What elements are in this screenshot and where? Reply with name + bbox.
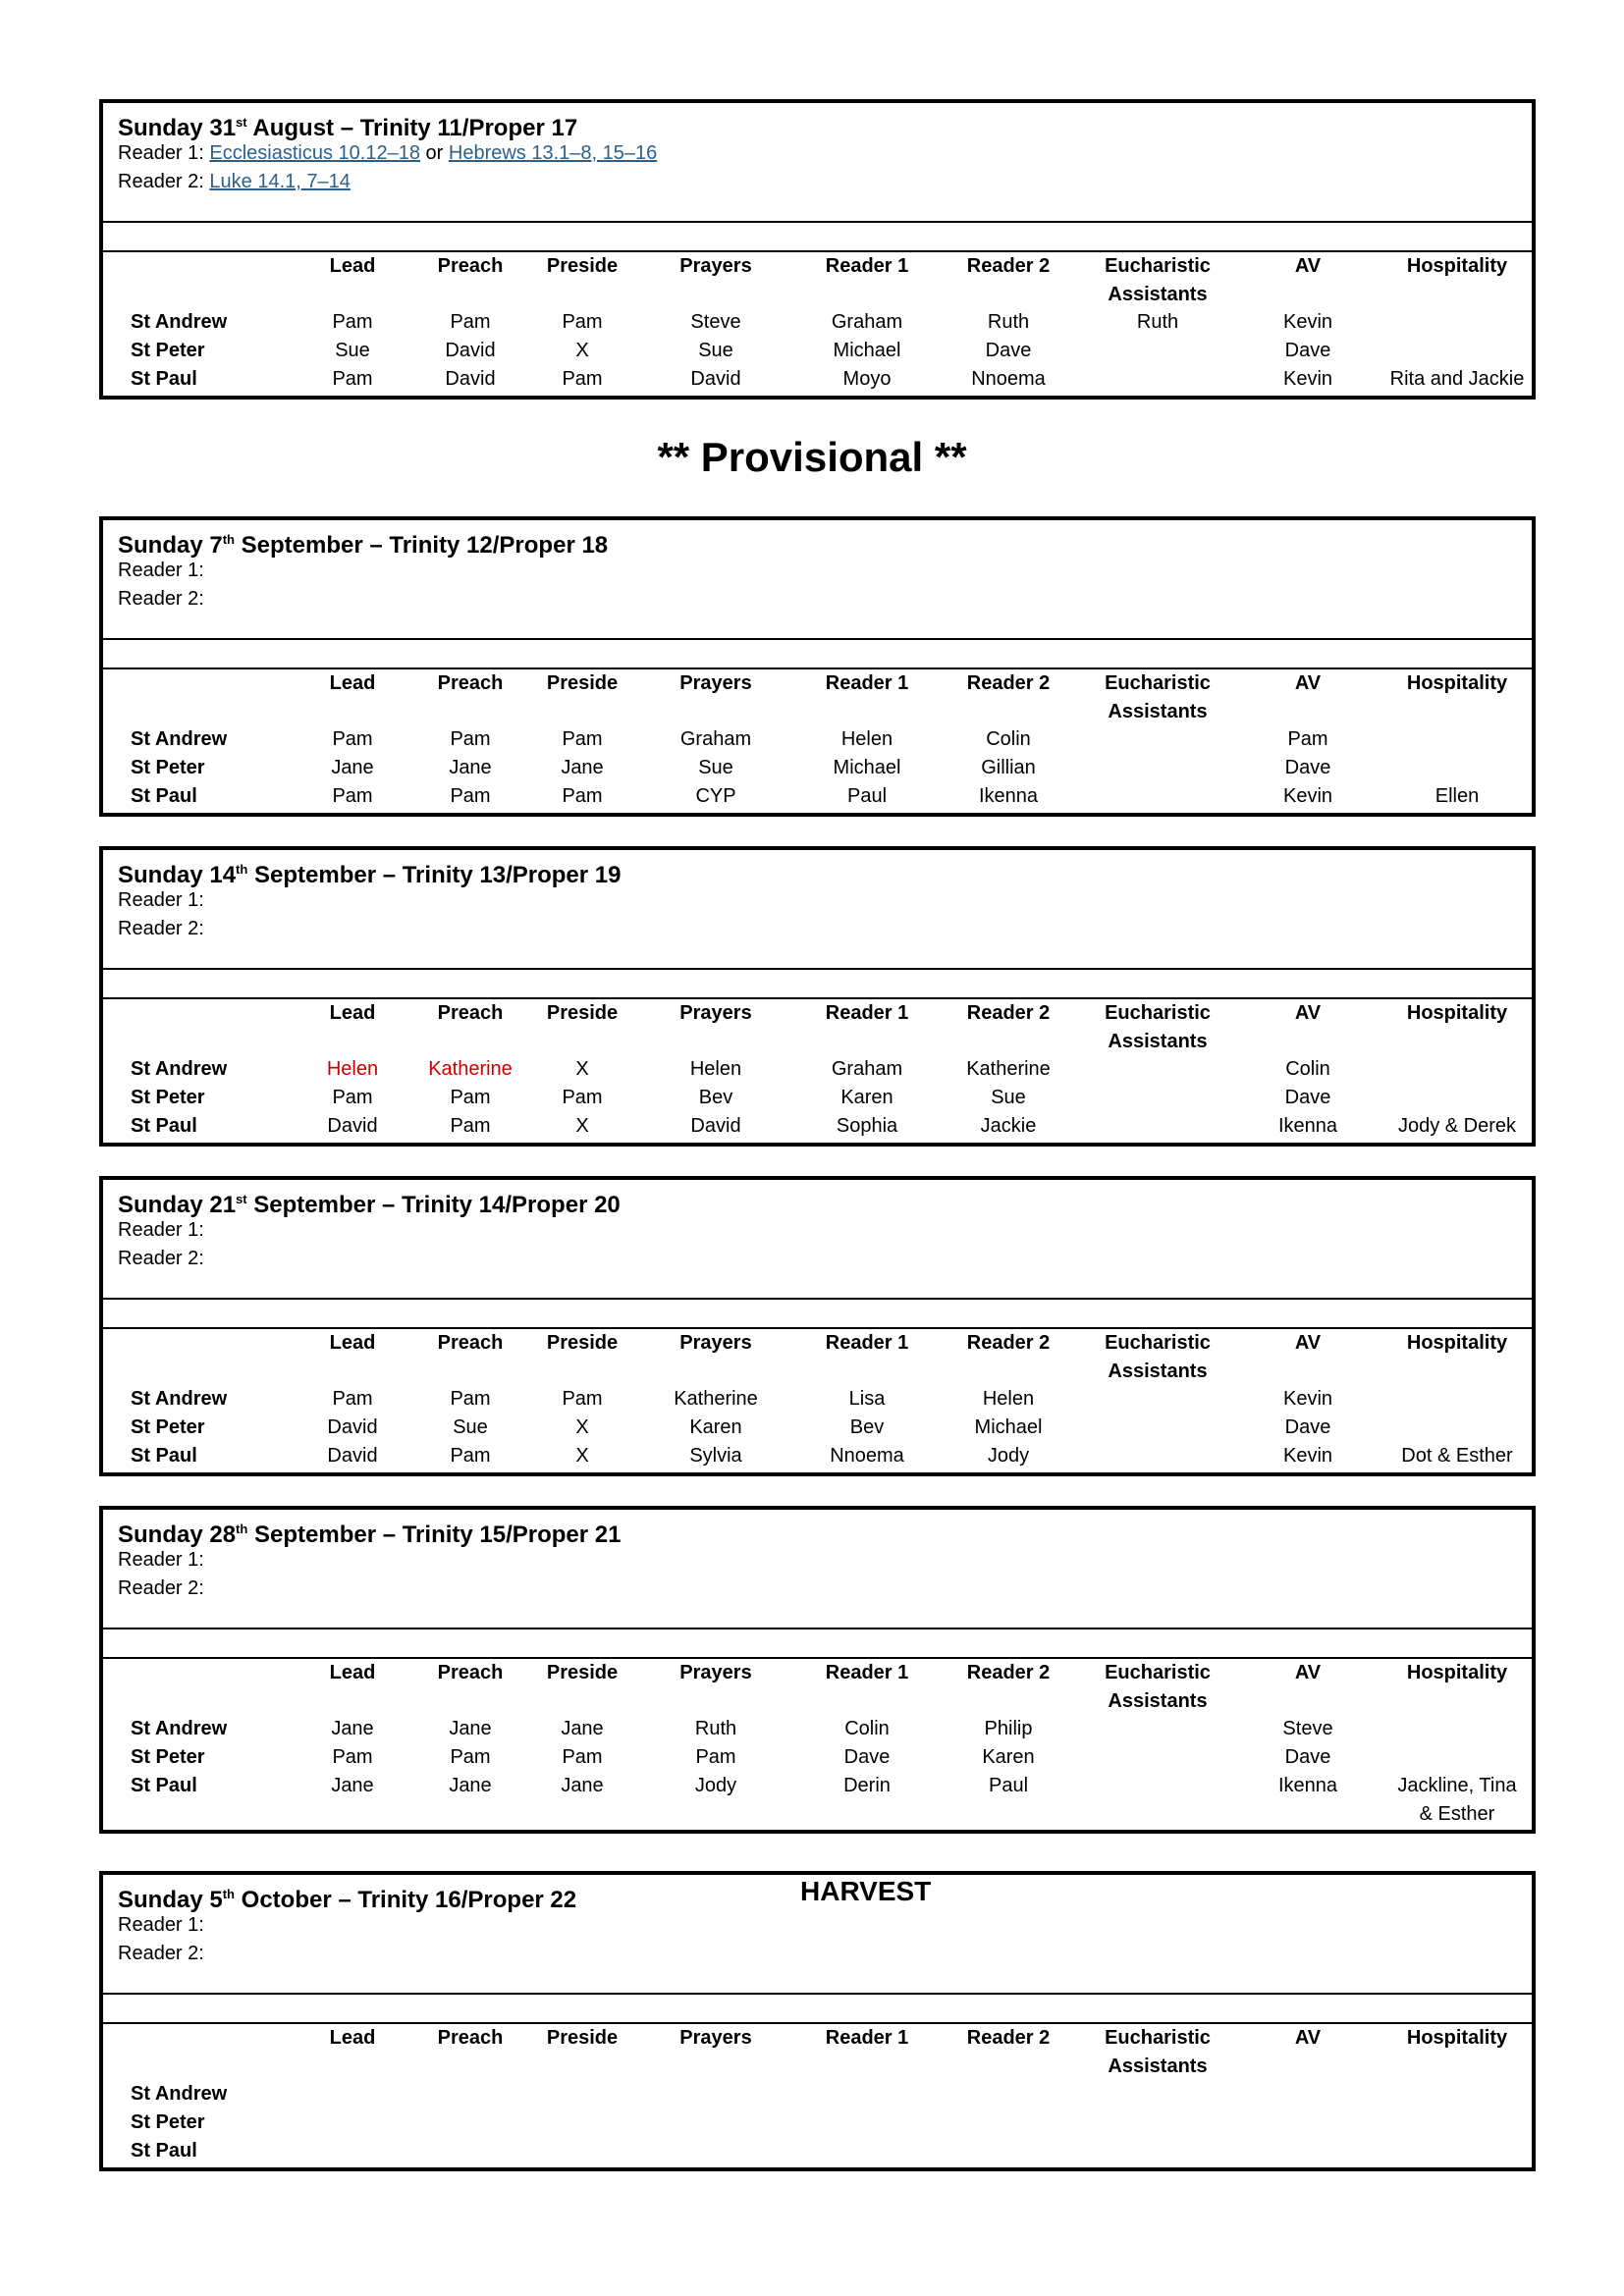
title-date: Sunday 7 <box>118 532 223 559</box>
rota-cell: X <box>575 1058 589 1080</box>
title-rest: August – Trinity 11/Proper 17 <box>246 115 578 141</box>
rota-cell: Graham <box>831 311 903 333</box>
column-header: Preside <box>546 1002 619 1024</box>
column-header: Reader 1 <box>825 1662 909 1683</box>
column-header: Eucharistic Assistants <box>1105 2027 1211 2077</box>
column-header: Preside <box>546 2027 619 2049</box>
rota-cell: Sue <box>698 340 733 361</box>
rota-cell: Sylvia <box>689 1445 742 1467</box>
rota-cell: Pam <box>450 1087 491 1108</box>
rota-cell: Pam <box>450 1746 491 1768</box>
column-header: Eucharistic Assistants <box>1105 1332 1211 1382</box>
title-rest: September – Trinity 15/Proper 21 <box>247 1522 622 1548</box>
rota-cell: Pam <box>562 1087 603 1108</box>
rota-cell: Jane <box>449 1718 492 1739</box>
title-ordinal: th <box>236 1522 248 1536</box>
divider <box>103 1298 1532 1329</box>
rota-cell: David <box>327 1115 378 1137</box>
rota-cell: Jane <box>449 1775 492 1796</box>
rota-cell: Steve <box>690 311 741 333</box>
rota-cell: Jackie <box>980 1115 1037 1137</box>
rota-cell: Pam <box>332 785 373 807</box>
service-block <box>99 99 1536 400</box>
rota-cell: Ellen <box>1435 785 1480 807</box>
rota-cell: Kevin <box>1282 368 1333 390</box>
rota-cell: Derin <box>843 1775 891 1796</box>
rota-cell: Kevin <box>1282 1388 1333 1410</box>
column-header: Hospitality <box>1406 1332 1508 1354</box>
church-label: St Peter <box>131 340 205 361</box>
rota-cell: Jody <box>694 1775 737 1796</box>
rota-cell: Pam <box>332 368 373 390</box>
reader1-label: Reader 1: <box>118 1219 204 1241</box>
church-label: St Paul <box>131 368 197 390</box>
reader2-label: Reader 2: <box>118 1943 204 1964</box>
rota-cell: CYP <box>695 785 736 807</box>
church-label: St Peter <box>131 1416 205 1438</box>
service-header <box>103 1875 1532 1993</box>
reader1-line <box>118 1216 204 1244</box>
rota-cell: Jody <box>987 1445 1030 1467</box>
reader1-line <box>118 1546 204 1574</box>
column-header: Lead <box>329 672 376 694</box>
title-ordinal: th <box>236 862 248 877</box>
rota-cell: Pam <box>450 728 491 750</box>
column-header: Prayers <box>679 1002 752 1024</box>
service-note: HARVEST <box>800 1876 932 1906</box>
rota-cell: Colin <box>986 728 1031 750</box>
rota-cell: Jane <box>331 1718 374 1739</box>
rota-cell: Helen <box>689 1058 742 1080</box>
rota-cell: Helen <box>326 1058 379 1080</box>
column-header: Lead <box>329 1002 376 1024</box>
divider <box>103 221 1532 252</box>
column-header: Eucharistic Assistants <box>1105 672 1211 722</box>
rota-cell: Ikenna <box>1277 1115 1338 1137</box>
rota-cell: Katherine <box>966 1058 1051 1080</box>
rota-cell: Pam <box>562 1746 603 1768</box>
column-header: AV <box>1294 672 1322 694</box>
column-header: Lead <box>329 1662 376 1683</box>
rota-cell: Dave <box>1284 1087 1331 1108</box>
title-date: Sunday 5 <box>118 1887 223 1913</box>
title-date: Sunday 28 <box>118 1522 237 1548</box>
rota-cell: Steve <box>1282 1718 1333 1739</box>
rota-cell: Dave <box>985 340 1032 361</box>
rota-cell: Sue <box>698 757 733 778</box>
reader2-label: Reader 2: <box>118 588 204 610</box>
rota-cell: Pam <box>332 1087 373 1108</box>
rota-cell: Pam <box>695 1746 736 1768</box>
rota-cell: Rita and Jackie <box>1389 368 1525 390</box>
column-header: Lead <box>329 2027 376 2049</box>
rota-cell: Helen <box>840 728 893 750</box>
column-header: AV <box>1294 2027 1322 2049</box>
rota-cell: Jane <box>331 757 374 778</box>
column-header: Reader 2 <box>966 2027 1051 2049</box>
column-header: Prayers <box>679 2027 752 2049</box>
column-header: Prayers <box>679 255 752 277</box>
rota-cell: Bev <box>698 1087 733 1108</box>
church-label: St Paul <box>131 1445 197 1467</box>
rota-cell: Helen <box>982 1388 1035 1410</box>
service-block <box>99 846 1536 1147</box>
rota-cell: David <box>445 368 496 390</box>
rota-cell: Pam <box>450 1115 491 1137</box>
title-ordinal: th <box>222 532 235 547</box>
rota-cell: Philip <box>984 1718 1033 1739</box>
column-header: Prayers <box>679 1662 752 1683</box>
reader1-label: Reader 1: <box>118 889 204 911</box>
rota-cell: David <box>690 1115 741 1137</box>
rota-cell: Paul <box>846 785 888 807</box>
church-label: St Peter <box>131 1087 205 1108</box>
church-label: St Paul <box>131 2140 197 2162</box>
column-header: Lead <box>329 1332 376 1354</box>
church-label: St Paul <box>131 1115 197 1137</box>
column-header: AV <box>1294 1662 1322 1683</box>
service-header <box>103 520 1532 638</box>
church-label: St Andrew <box>131 2083 228 2105</box>
column-header: Preside <box>546 1332 619 1354</box>
title-rest: October – Trinity 16/Proper 22 <box>234 1887 577 1913</box>
rota-cell: Dot & Esther <box>1401 1445 1513 1467</box>
reader2-label: Reader 2: <box>118 171 210 192</box>
column-header: Reader 1 <box>825 255 909 277</box>
rota-cell: X <box>575 1445 589 1467</box>
column-header: Reader 2 <box>966 1332 1051 1354</box>
rota-cell: Pam <box>450 311 491 333</box>
rota-cell: Jane <box>561 1775 604 1796</box>
rota-cell: Ikenna <box>978 785 1039 807</box>
column-header: Eucharistic Assistants <box>1105 1002 1211 1052</box>
rota-cell: Moyo <box>842 368 892 390</box>
column-header: AV <box>1294 1002 1322 1024</box>
column-header: Reader 2 <box>966 672 1051 694</box>
title-rest: September – Trinity 13/Proper 19 <box>247 862 622 888</box>
rota-cell: Pam <box>332 311 373 333</box>
column-header: Preside <box>546 672 619 694</box>
title-date: Sunday 14 <box>118 862 237 888</box>
rota-cell: Pam <box>332 1388 373 1410</box>
rota-cell: Michael <box>833 757 901 778</box>
column-header: Eucharistic Assistants <box>1105 1662 1211 1712</box>
column-header: Reader 1 <box>825 2027 909 2049</box>
rota-cell: Dave <box>1284 757 1331 778</box>
reading-link[interactable]: Hebrews 13.1–8, 15–16 <box>448 142 658 164</box>
service-block <box>99 1871 1536 2171</box>
column-header: Reader 2 <box>966 255 1051 277</box>
divider <box>103 638 1532 669</box>
rota-cell: Sophia <box>836 1115 898 1137</box>
rota-cell: Dave <box>1284 1746 1331 1768</box>
rota-cell: Nnoema <box>971 368 1046 390</box>
reading-link[interactable]: Luke 14.1, 7–14 <box>209 171 351 192</box>
rota-cell: David <box>445 340 496 361</box>
column-header: Hospitality <box>1406 1002 1508 1024</box>
rota-cell: Sue <box>335 340 370 361</box>
church-label: St Paul <box>131 1775 197 1796</box>
title-date: Sunday 21 <box>118 1192 237 1218</box>
service-header <box>103 1180 1532 1298</box>
rota-cell: Pam <box>562 785 603 807</box>
divider <box>103 1628 1532 1659</box>
rota-cell: Jane <box>331 1775 374 1796</box>
column-header: Reader 1 <box>825 672 909 694</box>
church-label: St Andrew <box>131 311 228 333</box>
title-rest: September – Trinity 12/Proper 18 <box>234 532 609 559</box>
rota-cell: Graham <box>831 1058 903 1080</box>
column-header: Lead <box>329 255 376 277</box>
divider <box>103 1993 1532 2024</box>
rota-cell: David <box>327 1416 378 1438</box>
reader1-line <box>118 139 657 167</box>
rota-cell: Colin <box>844 1718 890 1739</box>
column-header: Preach <box>437 1002 504 1024</box>
reader2-line <box>118 1245 204 1272</box>
reader2-label: Reader 2: <box>118 1248 204 1269</box>
rota-cell: Pam <box>332 728 373 750</box>
rota-cell: Pam <box>562 1388 603 1410</box>
rota-cell: Katherine <box>428 1058 513 1080</box>
rota-cell: Pam <box>562 311 603 333</box>
rota-cell: Gillian <box>981 757 1036 778</box>
column-header: AV <box>1294 1332 1322 1354</box>
rota-cell: Bev <box>849 1416 885 1438</box>
column-header: Prayers <box>679 1332 752 1354</box>
rota-cell: Dave <box>843 1746 891 1768</box>
provisional-banner: ** Provisional ** <box>657 434 967 480</box>
service-header <box>103 103 1532 221</box>
rota-cell: Graham <box>679 728 752 750</box>
church-label: St Peter <box>131 757 205 778</box>
rota-cell: Pam <box>450 785 491 807</box>
rota-cell: Ruth <box>987 311 1030 333</box>
service-block <box>99 1176 1536 1476</box>
column-header: Preach <box>437 672 504 694</box>
column-header: Reader 2 <box>966 1662 1051 1683</box>
rota-cell: Ruth <box>694 1718 737 1739</box>
rota-cell: Pam <box>562 728 603 750</box>
rota-cell: Katherine <box>674 1388 758 1410</box>
column-header: Eucharistic Assistants <box>1105 255 1211 305</box>
reader2-label: Reader 2: <box>118 918 204 939</box>
rota-cell: Kevin <box>1282 1445 1333 1467</box>
rota-cell: Jane <box>561 757 604 778</box>
column-header: Reader 2 <box>966 1002 1051 1024</box>
column-header: Reader 1 <box>825 1332 909 1354</box>
service-block <box>99 1506 1536 1834</box>
reader2-line <box>118 1575 204 1602</box>
rota-cell: Ikenna <box>1277 1775 1338 1796</box>
reader2-line <box>118 168 351 195</box>
rota-cell: David <box>690 368 741 390</box>
rota-cell: X <box>575 340 589 361</box>
rota-cell: Jane <box>449 757 492 778</box>
rota-cell: Ruth <box>1136 311 1179 333</box>
rota-cell: Pam <box>332 1746 373 1768</box>
column-header: Preside <box>546 255 619 277</box>
rota-cell: Pam <box>1287 728 1328 750</box>
column-header: Preside <box>546 1662 619 1683</box>
service-block <box>99 516 1536 817</box>
rota-cell: Sue <box>991 1087 1026 1108</box>
church-label: St Paul <box>131 785 197 807</box>
church-label: St Andrew <box>131 1718 228 1739</box>
rota-cell: Michael <box>833 340 901 361</box>
church-label: St Peter <box>131 2111 205 2133</box>
divider <box>103 968 1532 999</box>
rota-cell: Karen <box>840 1087 893 1108</box>
column-header: Preach <box>437 1332 504 1354</box>
service-header <box>103 850 1532 968</box>
title-date: Sunday 31 <box>118 115 237 141</box>
column-header: Prayers <box>679 672 752 694</box>
rota-cell: Jody & Derek <box>1397 1115 1517 1137</box>
rota-cell: Kevin <box>1282 785 1333 807</box>
column-header: Preach <box>437 2027 504 2049</box>
reader1-label: Reader 1: <box>118 1914 204 1936</box>
column-header: Hospitality <box>1406 1662 1508 1683</box>
rota-cell: Jackline, Tina & Esther <box>1397 1775 1517 1825</box>
title-ordinal: th <box>222 1887 235 1901</box>
rota-cell: Sue <box>453 1416 488 1438</box>
rota-cell: Michael <box>974 1416 1043 1438</box>
church-label: St Andrew <box>131 1058 228 1080</box>
column-header: AV <box>1294 255 1322 277</box>
rota-cell: Nnoema <box>830 1445 904 1467</box>
church-label: St Andrew <box>131 1388 228 1410</box>
rota-cell: Pam <box>562 368 603 390</box>
column-header: Hospitality <box>1406 2027 1508 2049</box>
title-rest: September – Trinity 14/Proper 20 <box>246 1192 621 1218</box>
rota-cell: Jane <box>561 1718 604 1739</box>
column-header: Hospitality <box>1406 255 1508 277</box>
reader1-line <box>118 1911 204 1939</box>
column-header: Hospitality <box>1406 672 1508 694</box>
reader1-line <box>118 886 204 914</box>
service-header <box>103 1510 1532 1628</box>
rota-cell: Lisa <box>848 1388 886 1410</box>
column-header: Preach <box>437 255 504 277</box>
rota-cell: Dave <box>1284 340 1331 361</box>
reading-or: or <box>419 142 449 164</box>
rota-cell: X <box>575 1115 589 1137</box>
reader2-line <box>118 1940 204 1967</box>
title-ordinal: st <box>236 115 247 130</box>
rota-cell: Karen <box>982 1746 1035 1768</box>
church-label: St Andrew <box>131 728 228 750</box>
rota-cell: Karen <box>689 1416 742 1438</box>
reading-link[interactable]: Ecclesiasticus 10.12–18 <box>209 142 420 164</box>
title-ordinal: st <box>236 1192 247 1206</box>
column-header: Preach <box>437 1662 504 1683</box>
rota-cell: David <box>327 1445 378 1467</box>
reader2-line <box>118 915 204 942</box>
church-label: St Peter <box>131 1746 205 1768</box>
reader2-line <box>118 585 204 613</box>
rota-cell: Colin <box>1285 1058 1330 1080</box>
reader1-label: Reader 1: <box>118 1549 204 1571</box>
rota-cell: X <box>575 1416 589 1438</box>
rota-cell: Dave <box>1284 1416 1331 1438</box>
reader1-label: Reader 1: <box>118 142 210 164</box>
reader1-line <box>118 557 204 584</box>
rota-cell: Pam <box>450 1445 491 1467</box>
rota-cell: Pam <box>450 1388 491 1410</box>
reader1-label: Reader 1: <box>118 560 204 581</box>
reader2-label: Reader 2: <box>118 1577 204 1599</box>
rota-cell: Paul <box>988 1775 1029 1796</box>
rota-cell: Kevin <box>1282 311 1333 333</box>
column-header: Reader 1 <box>825 1002 909 1024</box>
